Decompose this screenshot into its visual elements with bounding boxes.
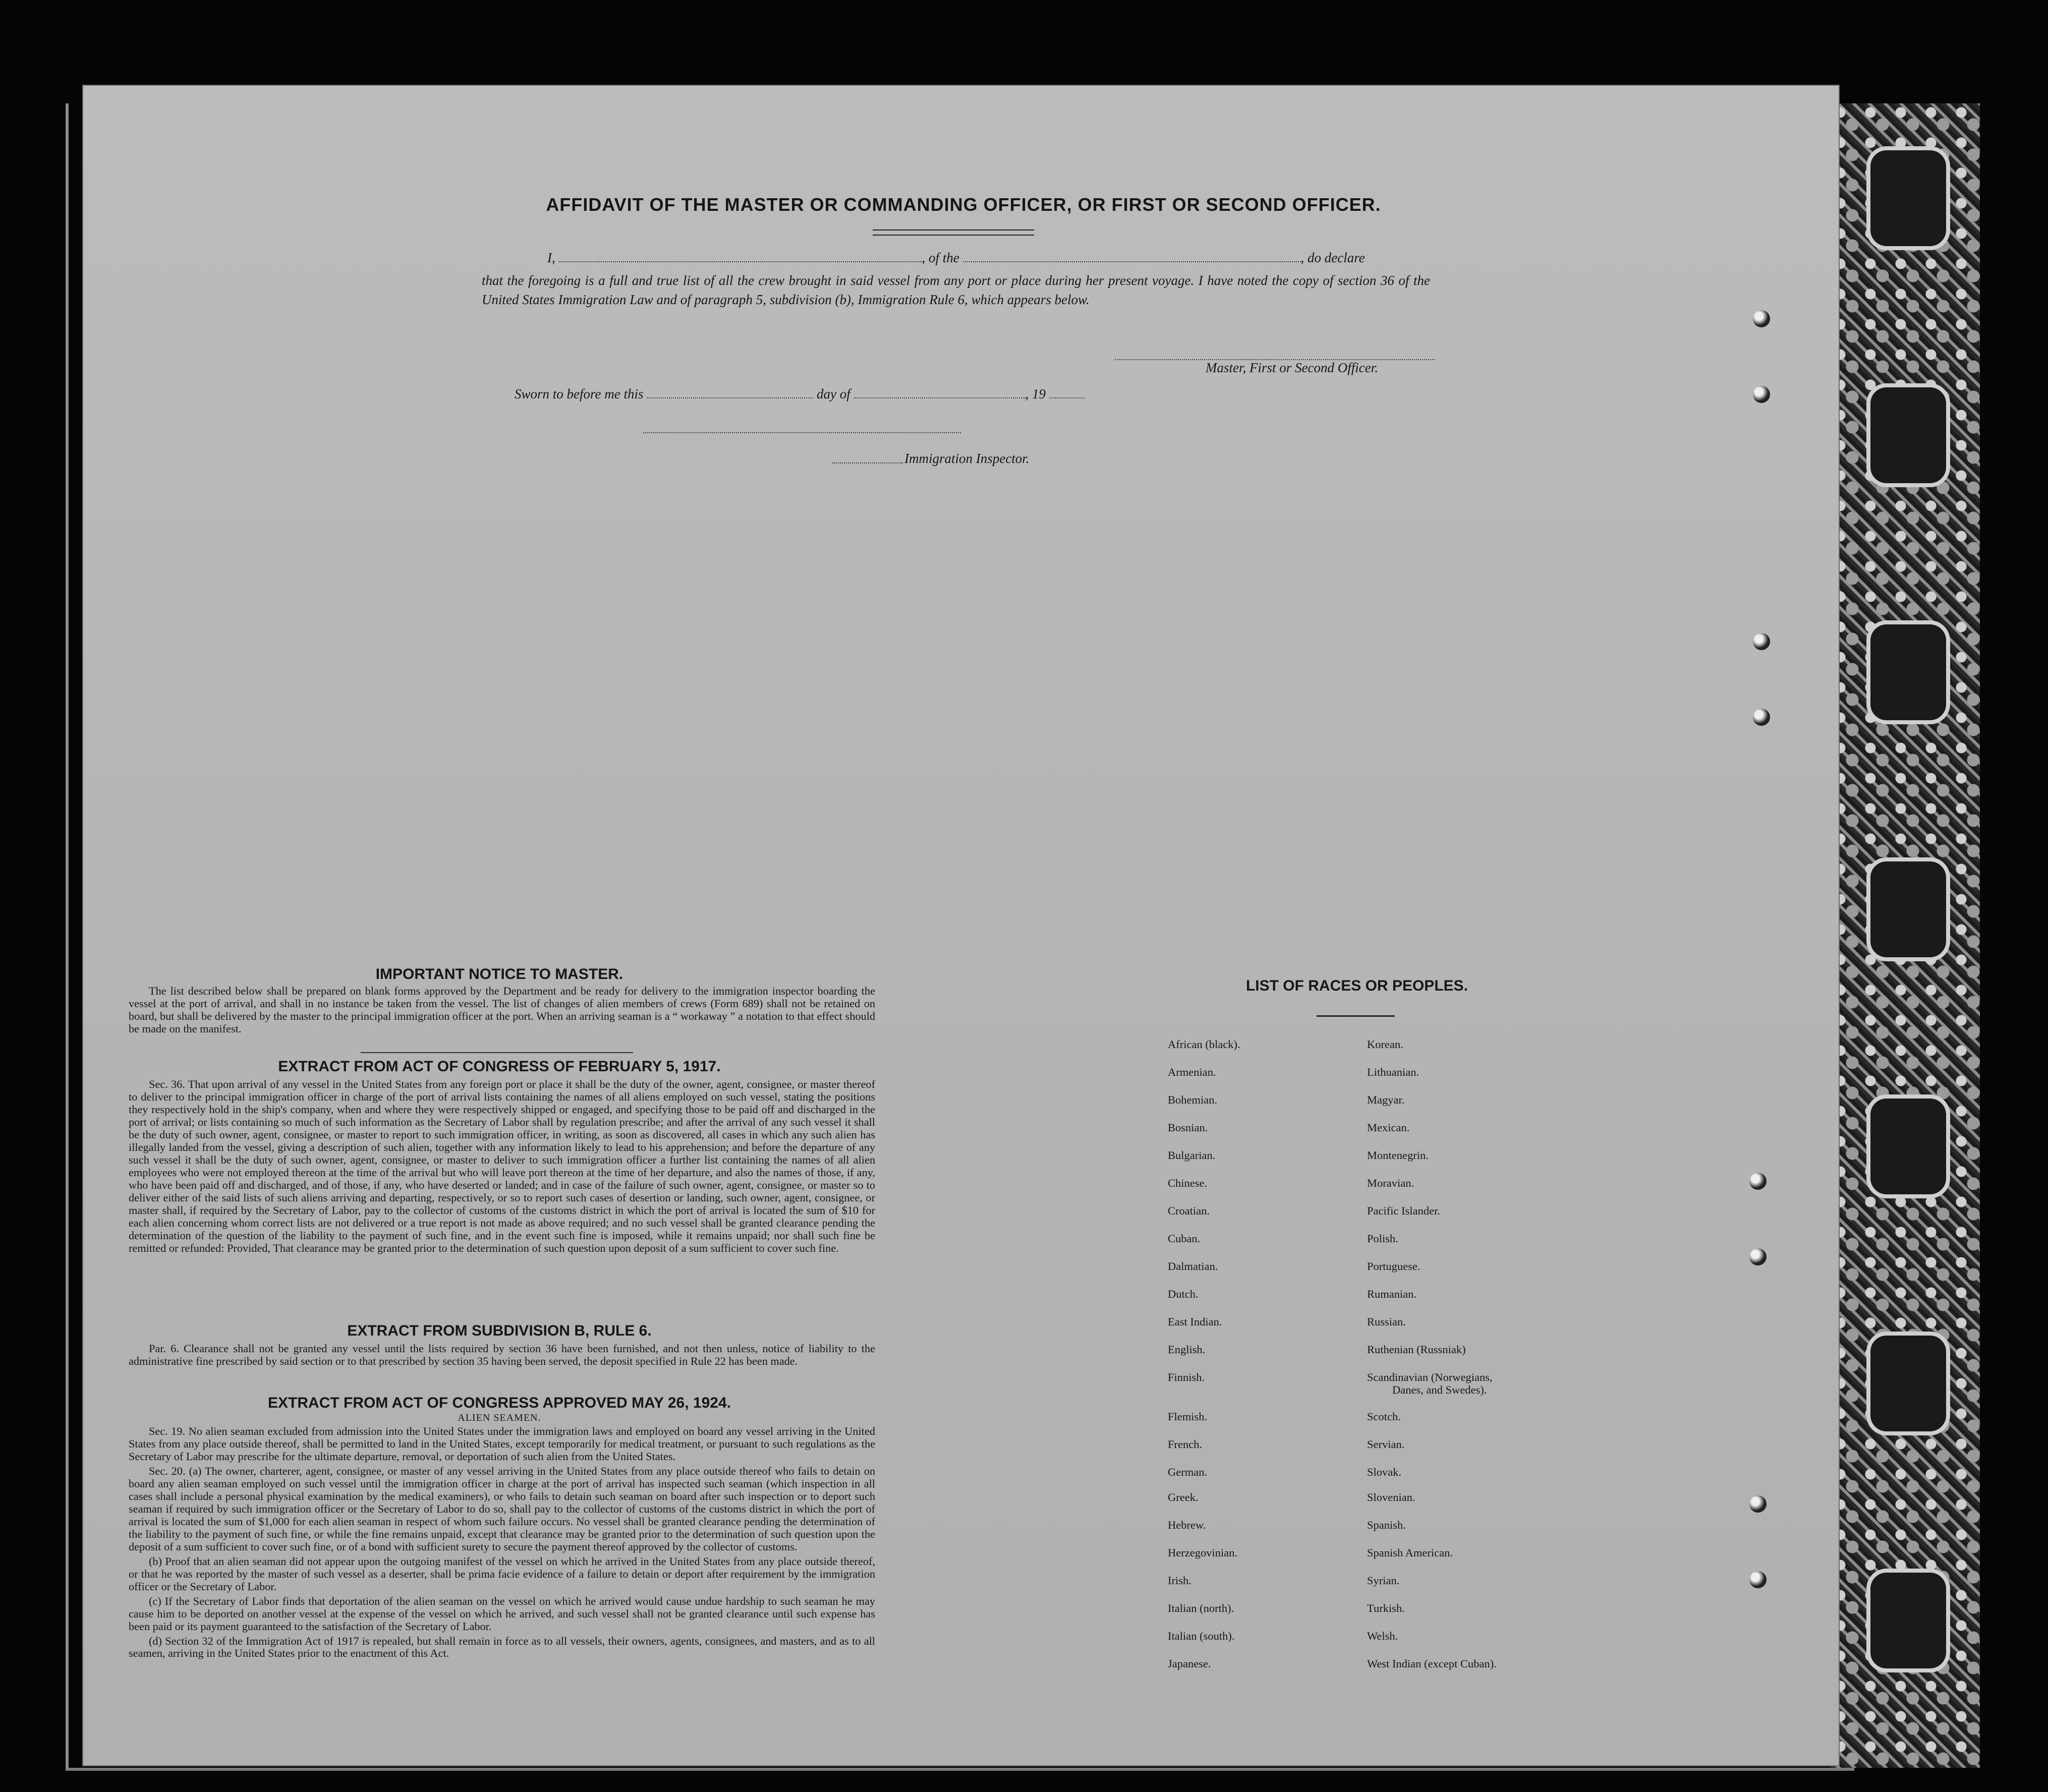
race-item: Polish. <box>1367 1232 1398 1245</box>
races-divider <box>1317 1015 1395 1017</box>
race-item: East Indian. <box>1168 1315 1222 1328</box>
race-item: Rumanian. <box>1367 1288 1417 1300</box>
race-item: Montenegrin. <box>1367 1149 1429 1162</box>
rule-6-title: EXTRACT FROM SUBDIVISION B, RULE 6. <box>347 1322 652 1339</box>
race-item: Welsh. <box>1367 1630 1398 1642</box>
race-item: Korean. <box>1367 1038 1403 1051</box>
affidavit-first-line <box>547 248 1435 267</box>
sworn-line <box>515 384 1221 403</box>
binder-hole <box>1753 633 1770 650</box>
day-of-label: day of <box>817 386 850 401</box>
alien-seamen-subtitle: ALIEN SEAMEN. <box>458 1412 541 1423</box>
race-item: Scandinavian (Norwegians, <box>1367 1371 1493 1383</box>
sworn-year-blank[interactable] <box>1049 386 1085 398</box>
section-20a-paragraph: Sec. 20. (a) The owner, charterer, agent, consignee, or master of any vessel arriving in the United States from any place outside thereof who fails to detain on board any alien seaman employed on such vessel until the immigration officer in charge at the port of arrival has inspected such seaman (which inspection in all cases shall include a personal physical examination by the medical examiners), or who fails to detain such seaman on board after such inspection or to deport such seaman if required by such immigration officer or the Secretary of Labor to do so, shall pay to the collector of customs of the customs district in which the port of arrival is located the sum of $1,000 for each alien seaman in respect of whom such failure occurs. No vessel shall be granted clearance pending the determination of the liability to the payment of such fine, or while the fine remains unpaid, except that clearance may be granted prior to the determination of such question upon the deposit of a sum sufficient to cover such fine, or of a bond with sufficient surety to secure the payment thereof approved by the collector of customs. <box>129 1464 875 1553</box>
race-item: Lithuanian. <box>1367 1066 1419 1078</box>
race-item: Syrian. <box>1367 1574 1400 1587</box>
notice-paragraph: The list described below shall be prepared on blank forms approved by the Department and be ready for delivery to the immigration inspector boarding the vessel at the port of arrival, and shall in no instance be taken from the vessel. The list of changes of alien members of crews (Form 689) shall not be retained on board, but shall be delivered by the master to the principal immigration officer at the port. When an arriving seaman is a “ workaway ” a notation to that effect should be made on the manifest. <box>129 985 875 1035</box>
races-title: LIST OF RACES OR PEOPLES. <box>1245 977 1468 994</box>
extract-1917-title: EXTRACT FROM ACT OF CONGRESS OF FEBRUARY 5, 1917. <box>278 1058 721 1075</box>
race-item: Bulgarian. <box>1168 1149 1216 1162</box>
race-item: Bosnian. <box>1168 1121 1208 1134</box>
race-item: Herzegovinian. <box>1168 1546 1238 1559</box>
race-item: West Indian (except Cuban). <box>1367 1657 1497 1670</box>
extract-1924-text <box>129 1425 875 1662</box>
affidavit-i: I, <box>547 250 555 265</box>
race-item: Bohemian. <box>1168 1093 1218 1106</box>
binding-medallion <box>1866 383 1950 487</box>
race-item: Cuban. <box>1168 1232 1201 1245</box>
race-item: Moravian. <box>1367 1177 1414 1189</box>
race-item: Turkish. <box>1367 1602 1405 1614</box>
affidavit-do-declare: , do declare <box>1300 250 1365 265</box>
race-item: Croatian. <box>1168 1204 1210 1217</box>
race-item: Scotch. <box>1367 1410 1401 1423</box>
paragraph-6: Par. 6. Clearance shall not be granted any vessel until the lists required by section 36 have been furnished, and not then unless, notice of liability to the administrative fine prescribed by said section or to that prescribed by section 35 having been served, the deposit specified in Rule 22 has been made. <box>129 1342 875 1367</box>
affidavit-of-the: , of the <box>922 250 959 265</box>
race-item: Flemish. <box>1168 1410 1208 1423</box>
sworn-month-blank[interactable] <box>854 386 1026 398</box>
section-divider <box>361 1052 633 1053</box>
race-item: Slovak. <box>1367 1466 1402 1478</box>
race-item: Italian (south). <box>1168 1630 1235 1642</box>
binding-medallion <box>1866 1094 1950 1198</box>
race-item: Irish. <box>1168 1574 1191 1587</box>
race-item: Slovenian. <box>1367 1491 1415 1504</box>
race-item: Japanese. <box>1168 1657 1211 1670</box>
race-item: Armenian. <box>1168 1066 1216 1078</box>
race-item: Spanish American. <box>1367 1546 1453 1559</box>
race-item: Finnish. <box>1168 1371 1205 1383</box>
extract-1917-text <box>129 1078 875 1257</box>
binding-medallion <box>1866 857 1950 961</box>
vessel-blank[interactable] <box>963 250 1301 262</box>
race-item: Dalmatian. <box>1168 1260 1218 1273</box>
notice-text <box>129 985 875 1037</box>
binder-hole <box>1753 310 1770 327</box>
race-item: Chinese. <box>1168 1177 1208 1189</box>
race-item: Portuguese. <box>1367 1260 1420 1273</box>
binder-hole <box>1749 1248 1767 1265</box>
inspector-label: Immigration Inspector. <box>904 451 1030 466</box>
inspector-signature-line[interactable] <box>643 421 961 433</box>
extract-1924-title: EXTRACT FROM ACT OF CONGRESS APPROVED MAY 26, 1924. <box>268 1395 731 1411</box>
binder-hole <box>1749 1571 1767 1588</box>
race-item: Ruthenian (Russniak) <box>1367 1343 1466 1356</box>
affidavit-body: that the foregoing is a full and true list of all the crew brought in said vessel from any port or place during her present voyage. I have noted the copy of section 36 of the United States Immigration Law and of paragraph 5, subdivision (b), Immigration Rule 6, which appears below. <box>482 273 1430 308</box>
race-item: Russian. <box>1367 1315 1406 1328</box>
binding-medallion <box>1866 1569 1950 1672</box>
race-item: African (black). <box>1168 1038 1240 1051</box>
year-prefix: , 19 <box>1025 386 1046 401</box>
sworn-label: Sworn to before me this <box>515 386 644 401</box>
sworn-day-blank[interactable] <box>647 386 813 398</box>
race-item: German. <box>1168 1466 1208 1478</box>
section-20b-paragraph: (b) Proof that an alien seaman did not appear upon the outgoing manifest of the vessel on which he arrived in the United States from any place outside thereof, or that he was reported by the master of such vessel as a deserter, shall be prima facie evidence of a failure to detain or deport after requirement by the immigration officer or the Secretary of Labor. <box>129 1554 875 1593</box>
binder-hole <box>1749 1495 1767 1513</box>
binding-medallion <box>1866 146 1950 250</box>
binding-medallion <box>1866 1332 1950 1435</box>
rule-6-text <box>129 1343 875 1370</box>
race-item: Danes, and Swedes). <box>1392 1383 1487 1396</box>
race-item: Mexican. <box>1367 1121 1410 1134</box>
affidavit-title: AFFIDAVIT OF THE MASTER OR COMMANDING OFFICER, OR FIRST OR SECOND OFFICER. <box>546 194 1381 215</box>
race-item: Hebrew. <box>1168 1519 1206 1531</box>
section-20d-paragraph: (d) Section 32 of the Immigration Act of 1917 is repealed, but shall remain in force as to all vessels, their owners, agents, consignees, and masters, and as to all seamen, arriving in the United States prior to the enactment of this Act. <box>129 1634 875 1660</box>
title-divider <box>873 229 1034 236</box>
race-item: Italian (north). <box>1168 1602 1234 1614</box>
binder-hole <box>1753 386 1770 403</box>
race-item: Spanish. <box>1367 1519 1406 1531</box>
binding-medallion <box>1866 620 1950 724</box>
notice-title: IMPORTANT NOTICE TO MASTER. <box>375 966 623 982</box>
race-item: English. <box>1168 1343 1206 1356</box>
binder-hole <box>1753 709 1770 726</box>
race-item: French. <box>1168 1438 1203 1451</box>
race-item: Dutch. <box>1168 1288 1199 1300</box>
name-blank[interactable] <box>559 250 922 262</box>
inspector-name-line[interactable] <box>832 451 903 464</box>
section-19-paragraph: Sec. 19. No alien seaman excluded from admission into the United States under the immigration laws and employed on board any vessel arriving in the United States from any place outside thereof, shall be permitted to land in the United States, except temporarily for medical treatment, or pursuant to such regulations as the Secretary of Labor may prescribe for the ultimate departure, removal, or deportation of such alien from the United States. <box>129 1425 875 1463</box>
race-item: Pacific Islander. <box>1367 1204 1440 1217</box>
section-20c-paragraph: (c) If the Secretary of Labor finds that deportation of the alien seaman on the vessel on which he arrived would cause undue hardship to such seaman he may cause him to be deported on another vessel at the expense of the vessel on which he arrived, and such vessel shall not be granted clearance until such expense has been paid or its payment guaranteed to the satisfaction of the Secretary of Labor. <box>129 1594 875 1633</box>
race-item: Greek. <box>1168 1491 1199 1504</box>
race-item: Servian. <box>1367 1438 1405 1451</box>
binder-hole <box>1749 1173 1767 1190</box>
section-36-paragraph: Sec. 36. That upon arrival of any vessel in the United States from any foreign port or place it shall be the duty of the owner, agent, consignee, or master thereof to deliver to the principal immigration officer in charge of the port of arrival lists containing the names of all aliens employed on such vessel, stating the positions they respectively hold in the ship's company, when and where they were respectively shipped or engaged, and specifying those to be paid off and discharged in the port of arrival; or lists containing so much of such information as the Secretary of Labor shall by regulation prescribe; and after the arrival of any such vessel it shall be the duty of such owner, agent, consignee, or master to report to such immigration officer, in writing, as soon as discovered, all cases in which any such alien has illegally landed from the vessel, giving a description of such alien, together with any information likely to lead to his apprehension; and before the departure of any such vessel it shall be the duty of such owner, agent, consignee, or master to deliver to such immigration officer a further list containing the names of all alien employees who were not employed thereon at the time of the arrival but who will leave port thereon at the time of her departure, and also the names of those, if any, who have been paid off and discharged, and of those, if any, who have deserted or landed; and in case of the failure of such owner, agent, consignee, or master so to deliver either of the said lists of such aliens arriving and departing, respectively, or so to report such cases of desertion or landing, such owner, agent, consignee, or master shall, if required by the Secretary of Labor, pay to the collector of customs of the customs district in which the port of arrival is located the sum of $10 for each alien concerning whom correct lists are not delivered or a true report is not made as above required; and no such vessel shall be granted clearance pending the determination of the question of the liability to the payment of such fine, and in the event such fine is imposed, while it remains unpaid; nor shall such fine be remitted or refunded: Provided, That clearance may be granted prior to the determination of such question upon deposit of a sum sufficient to cover such fine. <box>129 1078 875 1254</box>
race-item: Magyar. <box>1367 1093 1405 1106</box>
signature-label: Master, First or Second Officer. <box>1206 360 1378 375</box>
